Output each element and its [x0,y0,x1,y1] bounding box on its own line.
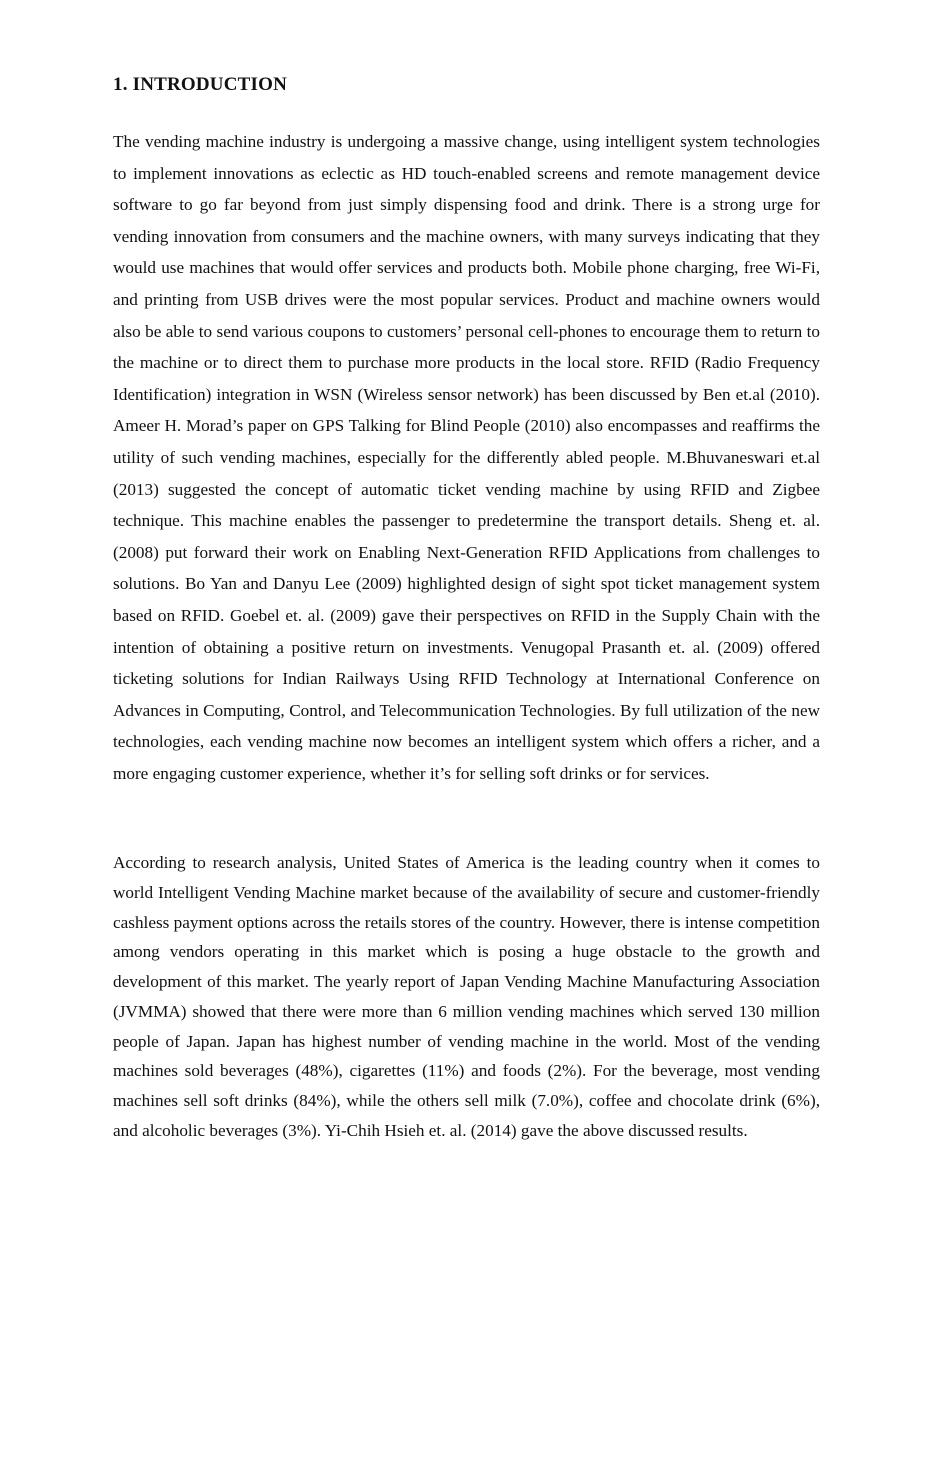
body-paragraph-2: According to research analysis, United States of America is the leading country when it comes to world Intelligent Vending Machine market because of the availability of secure and customer-friendly cashless payment options across the retails stores of the country. However, there is intense competition among vendors operating in this market which is posing a huge obstacle to the growth and development of this market. The yearly report of Japan Vending Machine Manufacturing Association (JVMMA) showed that there were more than 6 million vending machines which served 130 million people of Japan. Japan has highest number of vending machine in the world. Most of the vending machines sold beverages (48%), cigarettes (11%) and foods (2%). For the beverage, most vending machines sell soft drinks (84%), while the others sell milk (7.0%), coffee and chocolate drink (6%), and alcoholic beverages (3%). Yi-Chih Hsieh et. al. (2014) gave the above discussed results. [113,853,820,1140]
section-heading: 1. INTRODUCTION [113,74,288,95]
body-paragraph-1: The vending machine industry is undergoing a massive change, using intelligent system technologies to implement innovations as eclectic as HD touch-enabled screens and remote management device software to go far beyond from just simply dispensing food and drink. There is a strong urge for vending innovation from consumers and the machine owners, with many surveys indicating that they would use machines that would offer services and products both. Mobile phone charging, free Wi-Fi, and printing from USB drives were the most popular services. Product and machine owners would also be able to send various coupons to customers’ personal cell-phones to encourage them to return to the machine or to direct them to purchase more products in the local store. RFID (Radio Frequency Identification) integration in WSN (Wireless sensor network) has been discussed by Ben et.al (2010). Ameer H. Morad’s paper on GPS Talking for Blind People (2010) also encompasses and reaffirms the utility of such vending machines, especially for the differently abled people. M.Bhuvaneswari et.al (2013) suggested the concept of automatic ticket vending machine by using RFID and Zigbee technique. This machine enables the passenger to predetermine the transport details. Sheng et. al. (2008) put forward their work on Enabling Next-Generation RFID Applications from challenges to solutions. Bo Yan and Danyu Lee (2009) highlighted design of sight spot ticket management system based on RFID. Goebel et. al. (2009) gave their perspectives on RFID in the Supply Chain with the intention of obtaining a positive return on investments. Venugopal Prasanth et. al. (2009) offered ticketing solutions for Indian Railways Using RFID Technology at International Conference on Advances in Computing, Control, and Telecommunication Technologies. By full utilization of the new technologies, each vending machine now becomes an intelligent system which offers a richer, and a more engaging customer experience, whether it’s for selling soft drinks or for services. [113,132,820,783]
